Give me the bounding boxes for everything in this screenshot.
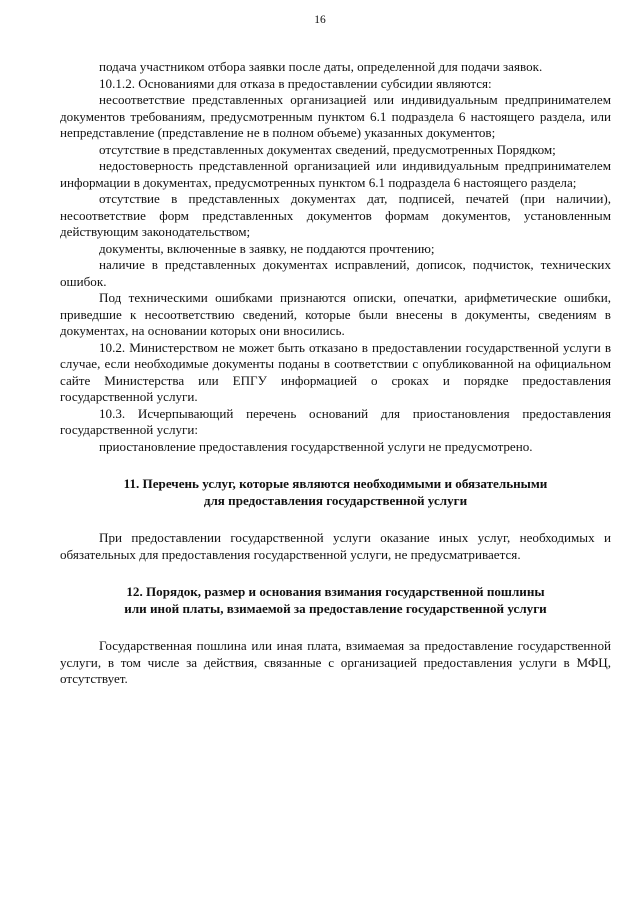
paragraph: отсутствие в представленных документах дат, подписей, печатей (при наличии), несоответствие форм представленных документов формам документов, установленным действующим законодательством; <box>60 191 611 239</box>
paragraph: 10.3. Исчерпывающий перечень оснований для приостановления предоставления государственной услуги: <box>60 405 611 437</box>
document-body <box>60 59 611 688</box>
page-number: 16 <box>314 14 326 26</box>
section-11-heading-line2: для предоставления государственной услуги <box>203 492 468 508</box>
paragraph: 10.1.2. Основаниями для отказа в предоставлении субсидии являются: <box>99 75 492 91</box>
section-12-heading-line2: или иной платы, взимаемой за предоставление государственной услуги <box>124 600 547 616</box>
section-11-paragraph: При предоставлении государственной услуги оказание иных услуг, необходимых и обязательных для предоставления государственной услуги, не предусматривается. <box>60 530 611 562</box>
paragraph: Под техническими ошибками признаются описки, опечатки, арифметические ошибки, приведшие к несоответствию сведений, которые были внесены в документы, сведениям в документах, на основании которых они вносились. <box>60 290 611 338</box>
paragraph: отсутствие в представленных документах сведений, предусмотренных Порядком; <box>99 141 556 157</box>
paragraph: 10.2. Министерством не может быть отказано в предоставлении государственной услуги в случае, если необходимые документы поданы в соответствии с опубликованной на официальном сайте Министерства или ЕПГУ информацией о сроках и порядке предоставления государственной услуги. <box>60 339 611 404</box>
paragraph: приостановление предоставления государственной услуги не предусмотрено. <box>99 438 533 454</box>
paragraph: документы, включенные в заявку, не поддаются прочтению; <box>99 240 435 256</box>
section-11-heading-line1: 11. Перечень услуг, которые являются необходимыми и обязательными <box>123 476 548 491</box>
paragraph: наличие в представленных документах исправлений, дописок, подчисток, технических ошибок. <box>60 257 611 289</box>
section-12-paragraph: Государственная пошлина или иная плата, взимаемая за предоставление государственной услуги, в том числе за действия, связанные с организацией предоставления услуги в МФЦ, отсутствует. <box>60 638 611 686</box>
paragraph: недостоверность представленной организацией или индивидуальным предпринимателем информации в документах, предусмотренных пунктом 6.1 подраздела 6 настоящего раздела; <box>60 158 611 190</box>
section-12-heading-line1: 12. Порядок, размер и основания взимания государственной пошлины <box>126 584 545 599</box>
paragraph: подача участником отбора заявки после даты, определенной для подачи заявок. <box>99 59 543 74</box>
paragraph: несоответствие представленных организацией или индивидуальным предпринимателем документов требованиям, предусмотренным пунктом 6.1 подраздела 6 настоящего раздела, или непредставление (представление не в полном объеме) указанных документов; <box>60 92 611 140</box>
